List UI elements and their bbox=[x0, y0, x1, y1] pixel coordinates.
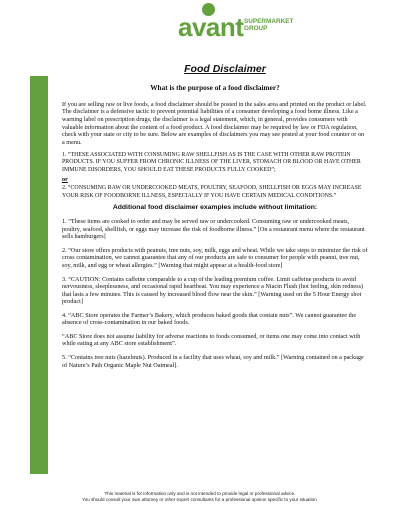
logo-subtitle-line2: GROUP bbox=[244, 25, 268, 33]
logo-subtitle bbox=[244, 18, 293, 32]
page-title: Food Disclaimer bbox=[184, 63, 266, 75]
additional-item-2: 2. “Our store offers products with peanuts, tree nuts, soy, milk, eggs and wheat. While we take steps to minimize the risk of cross contamination, we cannot guarantee that any of our products are safe to consumer for people with peanut, tree nut, soy, milk, and egg or wheat allergies.” [Warning that might appear at a health-food store] bbox=[62, 246, 368, 269]
green-accent-bar bbox=[30, 76, 48, 474]
or-label: or bbox=[62, 175, 68, 183]
logo-wordmark: avant bbox=[178, 12, 244, 42]
footer bbox=[0, 491, 400, 503]
document-body bbox=[62, 84, 368, 375]
footer-line-2: You should consult your own attorney or other expert consultants for a professional opinion specific to your situation. bbox=[81, 497, 319, 503]
footer-line-1: This material is for information only and is not intended to provide legal or professional advice. bbox=[104, 491, 296, 496]
avant-logo bbox=[178, 2, 298, 48]
additional-item-4b: “ABC Store does not assume liability for adverse reactions to foods consumed, or items one may come into contact with while eating at any ABC store establishment”. bbox=[62, 332, 361, 348]
additional-item-3: 3. “CAUTION: Contains caffeine comparable to a cup of the leading premium coffee. Limit caffeine products to avoid nervousness, sleeplessness, and occasional rapid heartbeat. You may experience a Niacin Flush (hot feeling, skin redness) that lasts a few minutes. This is caused by increased blood flow near the skin.” [Warning used on the 5 Hour Energy shot product] bbox=[62, 275, 364, 306]
additional-item-5: 5. “Contains tree nuts (hazelnuts). Produced in a facility that uses wheat, soy and milk.” [Warning contained on a package of Nature’s Path Organic Maple Nut Oatmeal]. bbox=[62, 354, 364, 369]
additional-item-1: 1. “These items are cooked to order and may be served raw or undercooked. Consuming raw or undercooked meats, poultry, seafood, shellfish, or eggs may increase the risk of foodborne illness.” [On a restaurant menu where the restaurant sells hamburgers] bbox=[62, 218, 365, 241]
example-2: 2. “CONSUMING RAW OR UNDERCOOKED MEATS, POULTRY, SEAFOOD, SHELLFISH OR EGGS MAY INCREASE YOUR RISK OF FOODBORNE ILLNESS, ESPECIALLY IF YOU HAVE CERTAIN MEDICAL CONDITIONS.” bbox=[62, 185, 362, 199]
additional-heading: Additional food disclaimer examples include without limitation: bbox=[112, 203, 318, 211]
additional-item-4: 4. “ABC Store operates the Farmer’s Bakery, which produces baked goods that contain nuts”. We cannot guarantee the absence of cross-contamination in our baked foods. bbox=[62, 311, 357, 327]
intro-paragraph: If you are selling raw or live foods, a food disclaimer should be posted in the sales area and printed on the product or label. The disclaimer is a defensive tactic to prevent potential liabilities of a consumer developing a food borne illness. Like a warning label on prescription drugs, the disclaimer is a legal statement, which, in general, provides consumers with valuable information about the content of a food product. A food disclaimer may be required by law or FDA regulation, check with your state or city to be sure. Below are examples of disclaimers you may see posted at your food counter or on a menu. bbox=[62, 100, 367, 146]
section-heading: What is the purpose of a food disclaimer? bbox=[150, 83, 280, 92]
logo-subtitle-line1: SUPERMARKET bbox=[244, 18, 294, 25]
example-1: 1. “THESE ASSOCIATED WITH CONSUMING RAW SHELLFISH AS IS THE CASE WITH OTHER RAW PROTEIN PRODUCTS. IF YOU SUFFER FROM CHRONIC ILLNESS OF THE LIVER, STOMACH OR BLOOD OR HAVE OTHER IMMUNE DISORDERS, YOU SHOULD EAT THESE PRODUCTS FULLY COOKED”; bbox=[62, 152, 361, 173]
sidebar bbox=[0, 0, 50, 490]
